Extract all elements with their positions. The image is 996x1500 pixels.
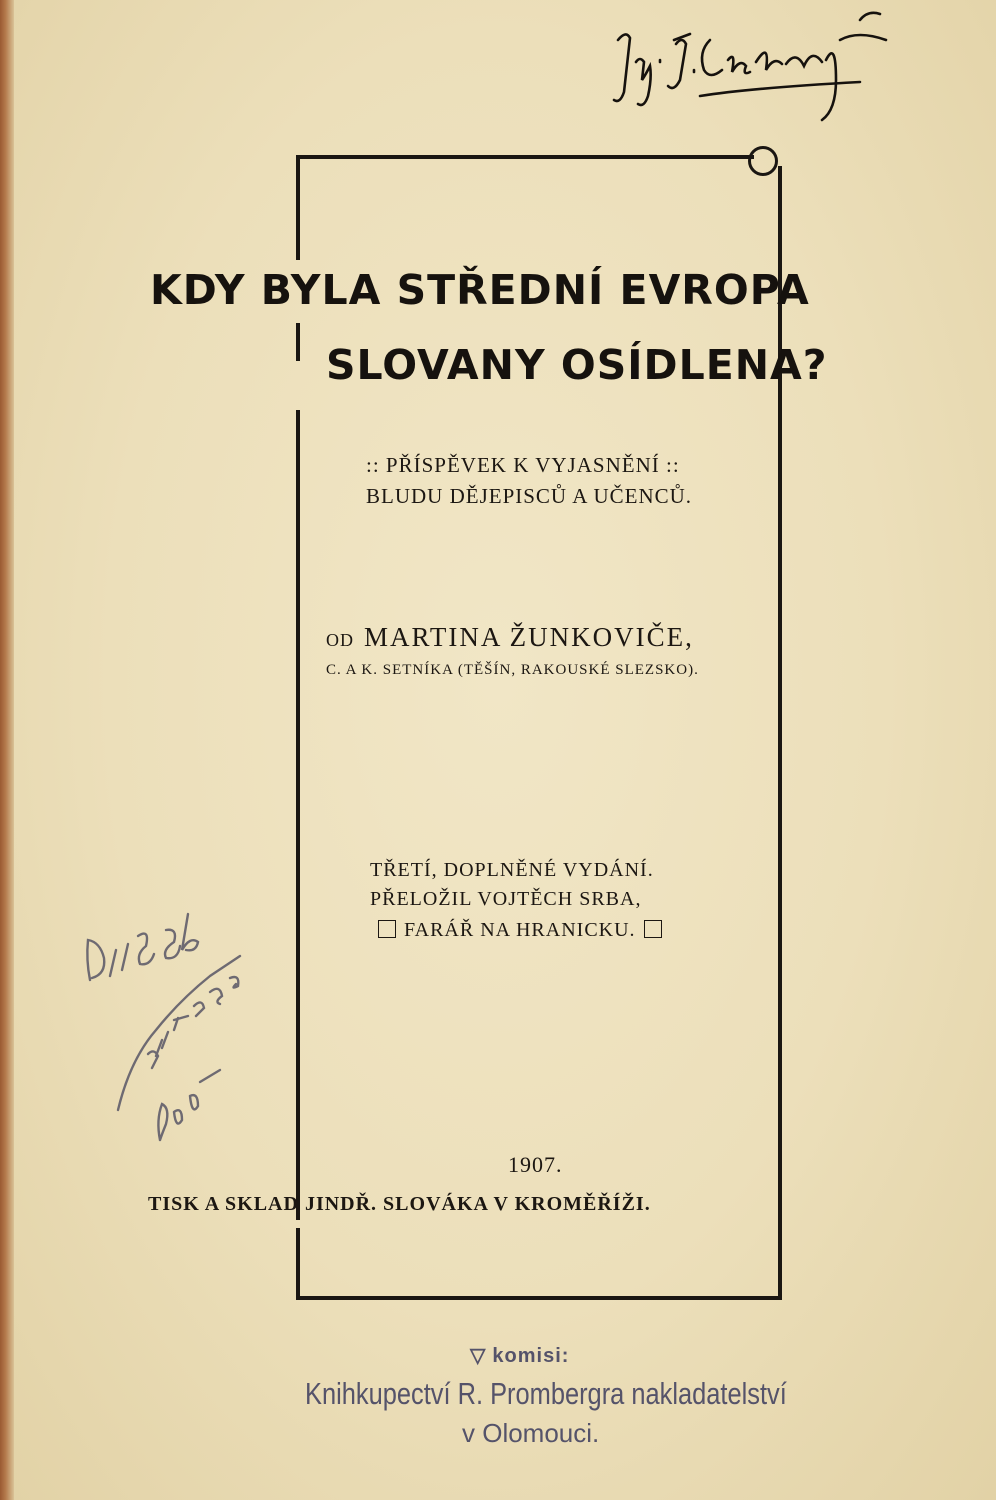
frame-corner-ornament [748, 146, 778, 176]
stamp-line-1: ▽ komisi: [470, 1345, 570, 1367]
subtitle-line-2: BLUDU DĚJEPISCŮ A UČENCŮ. [366, 484, 693, 508]
edition-line-1: TŘETÍ, DOPLNĚNÉ VYDÁNÍ. [370, 859, 654, 881]
publication-year: 1907. [508, 1152, 563, 1177]
frame-right-rule [778, 166, 782, 1300]
printer-imprint: TISK A SKLAD JINDŘ. SLOVÁKA V KROMĚŘÍŽI. [148, 1193, 651, 1215]
page-spine-edge [0, 0, 14, 1500]
subtitle-line-1: :: PŘÍSPĚVEK K VYJASNĚNÍ :: [366, 453, 680, 477]
book-title-line-1: KDY BYLA STŘEDNÍ EVROPA [150, 266, 810, 314]
stamp-line-2: Knihkupectví R. Prombergra nakladatelství [305, 1376, 787, 1411]
signature-handwriting [590, 0, 890, 130]
edition-line-2: PŘELOŽIL VOJTĚCH SRBA, [370, 888, 642, 910]
author-rank: C. A K. SETNÍKA (TĚŠÍN, RAKOUSKÉ SLEZSKO). [326, 662, 699, 678]
frame-top-rule [296, 155, 754, 159]
translator-parish: FARÁŘ NA HRANICKU. [404, 919, 636, 941]
stamp-v-mark: ▽ [470, 1345, 487, 1367]
edition-line-3 [370, 920, 670, 940]
square-ornament-icon [378, 920, 396, 938]
frame-left-rule [296, 410, 300, 1220]
square-ornament-icon [644, 920, 662, 938]
author-prefix: OD [326, 630, 354, 650]
frame-left-rule [296, 1228, 300, 1300]
author-name: MARTINA ŽUNKOVIČE, [364, 622, 694, 652]
frame-bottom-rule [296, 1296, 782, 1300]
book-title-line-2: SLOVANY OSÍDLENA? [326, 341, 828, 389]
frame-left-rule [296, 155, 300, 260]
pencil-shelf-marks [70, 880, 270, 1160]
author-line [326, 624, 694, 651]
frame-left-rule [296, 323, 300, 361]
stamp-line-3: v Olomouci. [462, 1418, 600, 1448]
